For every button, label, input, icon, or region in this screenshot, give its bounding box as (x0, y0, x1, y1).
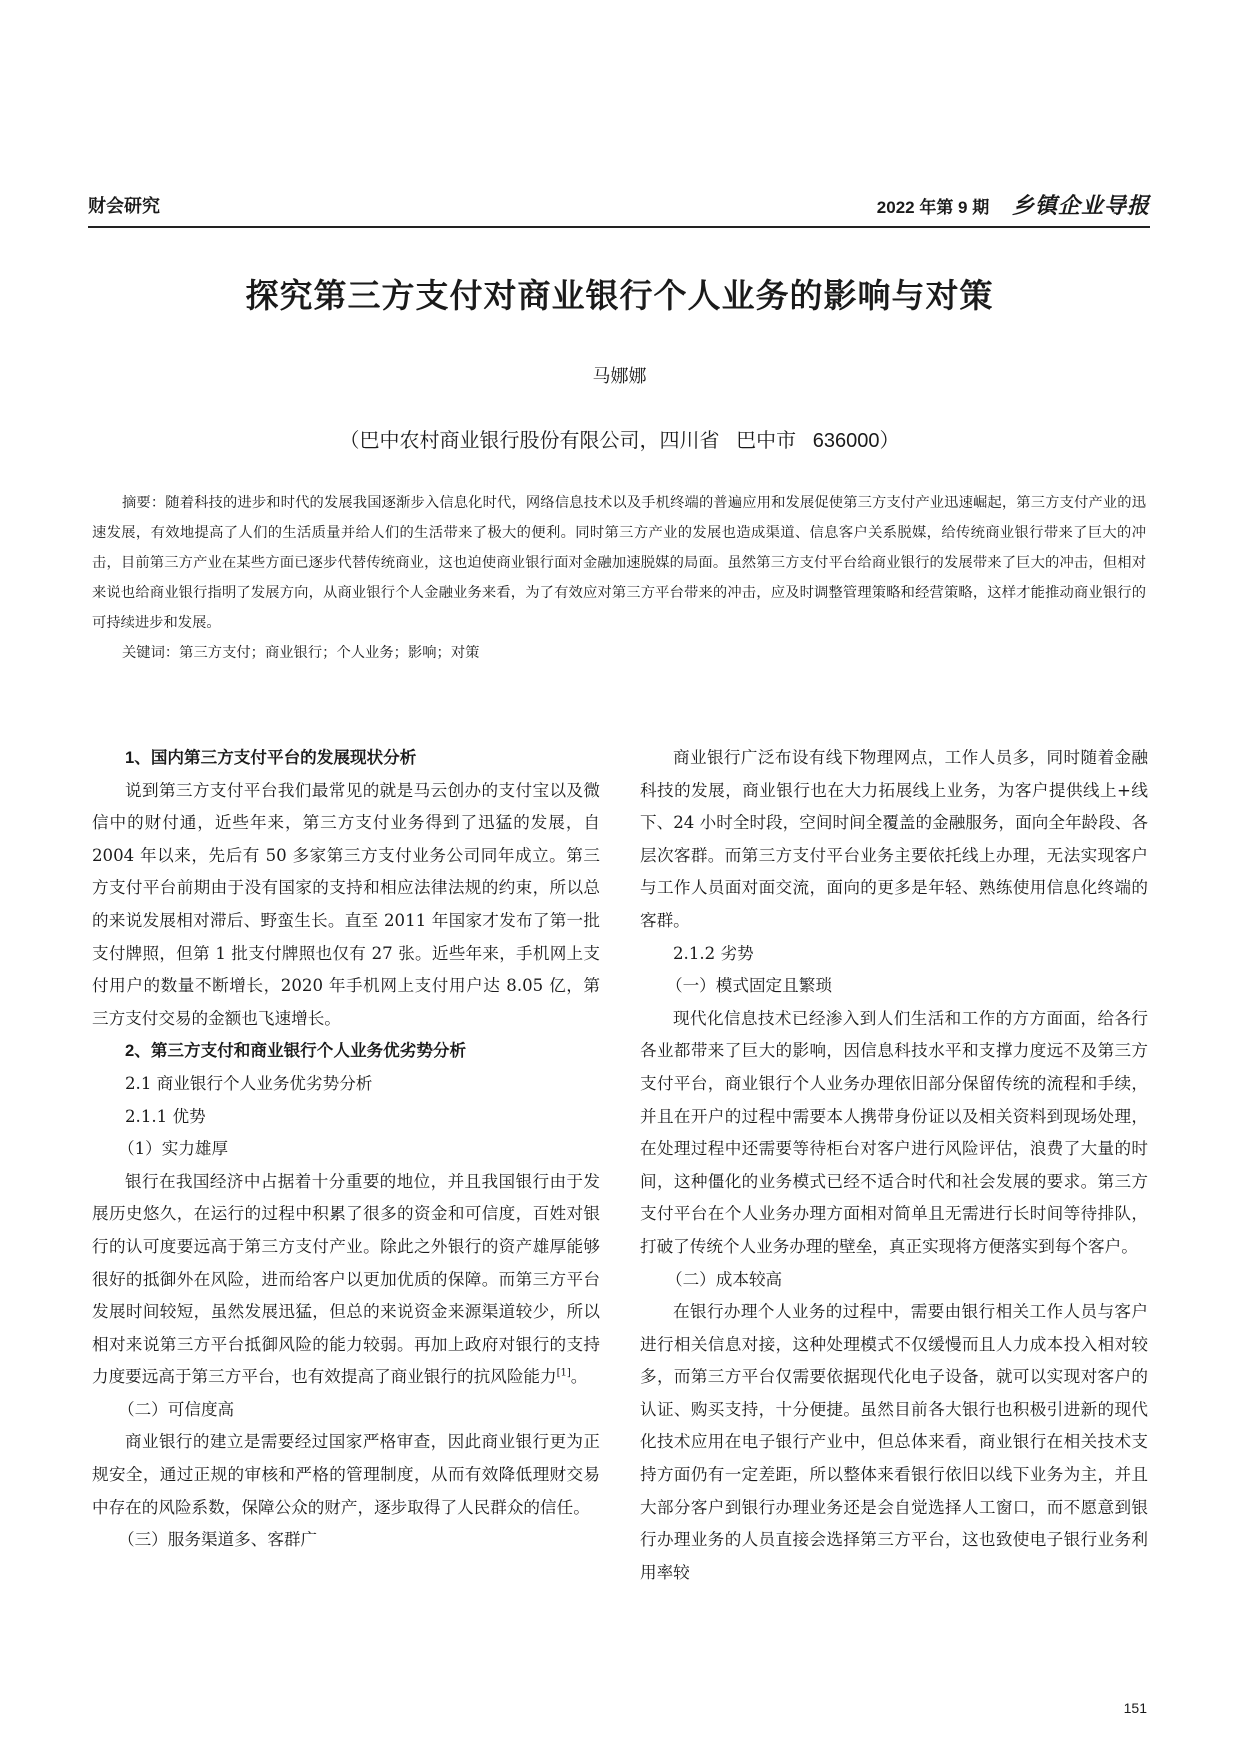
paragraph: 说到第三方支付平台我们最常见的就是马云创办的支付宝以及微信中的财付通，近些年来，第三方支付业务得到了迅猛的发展，自 2004 年以来，先后有 50 多家第三方支付业务公司同年成立。第三方支付平台前期由于没有国家的支持和相应法律法规的约束，所以总的来说发展相对滞后、野蛮生长。直至 2011 年国家才发布了第一批支付牌照，但第 1 批支付牌照也仅有 27 张。近些年来，手机网上支付用户的数量不断增长，2020 年手机网上支付用户达 8.05 亿，第三方支付交易的金额也飞速增长。 (92, 780, 600, 1028)
paragraph-text: 银行在我国经济中占据着十分重要的地位，并且我国银行由于发展历史悠久，在运行的过程中积累了很多的资金和可信度，百姓对银行的认可度要远高于第三方支付产业。除此之外银行的资产雄厚能够很好的抵御外在风险，进而给客户以更加优质的保障。而第三方平台发展时间较短，虽然发展迅猛，但总的来说资金来源渠道较少，所以相对来说第三方平台抵御风险的能力较弱。再加上政府对银行的支持力度要远高于第三方平台，也有效提高了商业银行的抗风险能力 (92, 1171, 600, 1387)
paragraph: 商业银行的建立是需要经过国家严格审查，因此商业银行更为正规安全，通过正规的审核和严格的管理制度，从而有效降低理财交易中存在的风险系数，保障公众的财产，逐步取得了人民群众的信任。 (92, 1432, 600, 1517)
right-column (640, 742, 1148, 1589)
paragraph: 现代化信息技术已经渗入到人们生活和工作的方方面面，给各行各业都带来了巨大的影响，因信息科技水平和支撑力度远不及第三方支付平台，商业银行个人业务办理依旧部分保留传统的流程和手续，并且在开户的过程中需要本人携带身份证以及相关资料到现场处理，在处理过程中还需要等待柜台对客户进行风险评估，浪费了大量的时间，这种僵化的业务模式已经不适合时代和社会发展的要求。第三方支付平台在个人业务办理方面相对简单且无需进行长时间等待排队，打破了传统个人业务办理的壁垒，真正实现将方便落实到每个客户。 (640, 1008, 1148, 1256)
abstract-text: 摘要：随着科技的进步和时代的发展我国逐渐步入信息化时代，网络信息技术以及手机终端的普遍应用和发展促使第三方支付产业迅速崛起，第三方支付产业的迅速发展，有效地提高了人们的生活质量并给人们的生活带来了极大的便利。同时第三方产业的发展也造成渠道、信息客户关系脱媒，给传统商业银行带来了巨大的冲击，目前第三方产业在某些方面已逐步代替传统商业，这也迫使商业银行面对金融加速脱媒的局面。虽然第三方支付平台给商业银行的发展带来了巨大的冲击，但相对来说也给商业银行指明了发展方向，从商业银行个人金融业务来看，为了有效应对第三方平台带来的冲击，应及时调整管理策略和经营策略，这样才能推动商业银行的可持续进步和发展。 (92, 495, 1146, 631)
paragraph: 商业银行广泛布设有线下物理网点，工作人员多，同时随着金融科技的发展，商业银行也在大力拓展线上业务，为客户提供线上+线下、24 小时全时段，空间时间全覆盖的金融服务，面向全年龄段、各层次客群。而第三方支付平台业务主要依托线上办理，无法实现客户与工作人员面对面交流，面向的更多是年轻、熟练使用信息化终端的客群。 (640, 748, 1148, 930)
issue-info (877, 189, 1150, 220)
left-column (92, 742, 600, 1557)
author-name: 马娜娜 (592, 366, 647, 387)
subsubsection-heading: 2.1.2 劣势 (673, 943, 754, 963)
section-heading-1: 1、国内第三方支付平台的发展现状分析 (125, 748, 417, 767)
point-heading: （二）成本较高 (666, 1269, 783, 1289)
point-heading: （三）服务渠道多、客群广 (118, 1530, 318, 1550)
article-title: 探究第三方支付对商业银行个人业务的影响与对策 (245, 276, 994, 315)
paragraph-end: 。 (570, 1367, 588, 1387)
running-header (88, 190, 1150, 228)
subsection-heading: 2.1 商业银行个人业务优劣势分析 (125, 1073, 373, 1093)
issue-number: 2022 年第 9 期 (876, 198, 990, 217)
paragraph (92, 1166, 600, 1394)
author-affiliation: （巴中农村商业银行股份有限公司，四川省 巴中市 636000） (339, 430, 900, 452)
point-heading: （一）模式固定且繁琐 (666, 976, 832, 996)
point-heading: （1）实力雄厚 (118, 1139, 229, 1159)
section-label: 财会研究 (88, 196, 160, 216)
keywords: 关键词：第三方支付；商业银行；个人业务；影响；对策 (122, 645, 480, 661)
citation-ref: [1] (556, 1367, 571, 1379)
paragraph: 在银行办理个人业务的过程中，需要由银行相关工作人员与客户进行相关信息对接，这种处理模式不仅缓慢而且人力成本投入相对较多，而第三方平台仅需要依据现代化电子设备，就可以实现对客户的认证、购买支持，十分便捷。虽然目前各大银行也积极引进新的现代化技术应用在电子银行产业中，但总体来看，商业银行在相关技术支持方面仍有一定差距，所以整体来看银行依旧以线下业务为主，并且大部分客户到银行办理业务还是会自觉选择人工窗口，而不愿意到银行办理业务的人员直接会选择第三方平台，这也致使电子银行业务利用率较 (640, 1302, 1148, 1582)
subsubsection-heading: 2.1.1 优势 (125, 1106, 206, 1126)
magazine-logo: 乡镇企业导报 (1011, 193, 1150, 218)
point-heading: （二）可信度高 (118, 1399, 235, 1419)
abstract-block (92, 488, 1146, 668)
page-number: 151 (1123, 1700, 1147, 1716)
section-heading-2: 2、第三方支付和商业银行个人业务优劣势分析 (125, 1041, 467, 1061)
